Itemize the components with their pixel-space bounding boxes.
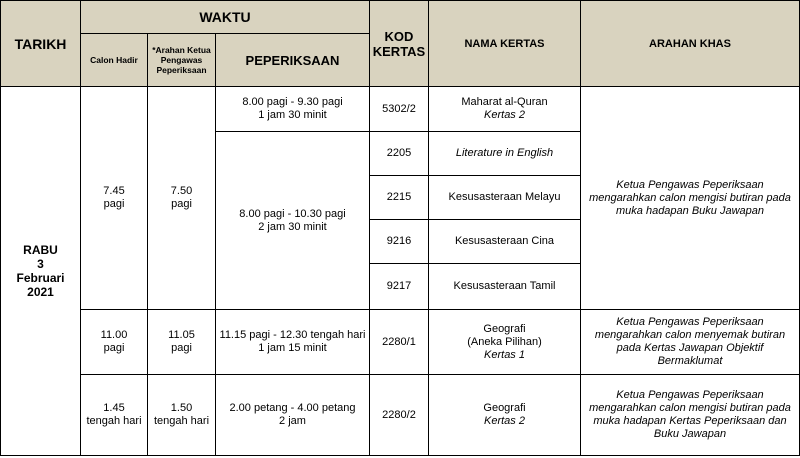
- kod-kertas-cell: [369, 131, 429, 176]
- arahan-ketua-cell: [147, 309, 216, 375]
- nama-kertas-paper: Kertas 1: [484, 348, 525, 361]
- kod-kertas-value: 2215: [386, 191, 412, 203]
- nama-kertas-cell: [428, 175, 581, 220]
- header-kod-kertas-line: KOD: [384, 28, 414, 44]
- kod-kertas-cell: [369, 86, 429, 132]
- calon-hadir-period: tengah hari: [86, 415, 142, 427]
- nama-kertas-value: (Aneka Pilihan): [467, 335, 542, 348]
- nama-kertas-cell: [428, 263, 581, 310]
- arahan-khas-line: Ketua Pengawas Peperiksaan: [616, 316, 764, 328]
- nama-kertas-cell: [428, 374, 581, 456]
- header-arahan-ketua-line: *Arahan Ketua: [152, 45, 211, 55]
- peperiksaan-time: 8.00 pagi - 9.30 pagi: [242, 96, 343, 108]
- calon-hadir-time: 11.00: [100, 329, 128, 341]
- header-arahan-khas-label: ARAHAN KHAS: [649, 37, 731, 50]
- nama-kertas-cell: [428, 309, 581, 375]
- header-calon-hadir: [80, 33, 148, 87]
- header-tarikh: [0, 0, 81, 87]
- calon-hadir-cell: [80, 309, 148, 375]
- header-arahan-ketua-line: Pengawas: [160, 55, 203, 65]
- nama-kertas-value: Kesusasteraan Melayu: [448, 191, 561, 203]
- kod-kertas-cell: [369, 175, 429, 220]
- nama-kertas-cell: [428, 131, 581, 176]
- header-tarikh-label: TARIKH: [14, 35, 67, 52]
- nama-kertas-value: Kesusasteraan Cina: [454, 235, 555, 247]
- header-arahan-khas: [580, 0, 800, 87]
- arahan-khas-cell: [580, 86, 800, 310]
- arahan-khas-line: mengarahkan calon mengisi butiran pada: [589, 402, 791, 414]
- arahan-khas-line: pada Kertas Jawapan Objektif: [616, 342, 764, 354]
- arahan-ketua-period: pagi: [171, 342, 192, 354]
- date-cell: [0, 86, 81, 456]
- header-arahan-ketua-line: Peperiksaan: [156, 65, 207, 75]
- kod-kertas-value: 9216: [386, 235, 412, 247]
- peperiksaan-time: 8.00 pagi - 10.30 pagi: [239, 207, 346, 220]
- kod-kertas-value: 2205: [386, 147, 412, 159]
- date-month: Februari: [16, 271, 65, 285]
- peperiksaan-time: 11.15 pagi - 12.30 tengah hari: [219, 329, 366, 341]
- arahan-ketua-time: 11.05: [168, 329, 195, 341]
- header-calon-hadir-label: Calon Hadir: [90, 55, 138, 65]
- kod-kertas-cell: [369, 219, 429, 264]
- nama-kertas-cell: [428, 219, 581, 264]
- calon-hadir-cell: [80, 374, 148, 456]
- arahan-ketua-period: pagi: [171, 198, 192, 210]
- calon-hadir-cell: [80, 86, 148, 310]
- arahan-khas-line: Buku Jawapan: [653, 428, 727, 440]
- arahan-khas-line: Ketua Pengawas Peperiksaan: [616, 178, 764, 191]
- peperiksaan-time: 2.00 petang - 4.00 petang: [229, 402, 356, 414]
- calon-hadir-period: pagi: [103, 198, 125, 210]
- nama-kertas-value: Maharat al-Quran: [461, 96, 548, 108]
- arahan-ketua-cell: [147, 374, 216, 456]
- peperiksaan-duration: 2 jam 30 minit: [258, 220, 327, 233]
- header-kod-kertas: [369, 0, 429, 87]
- nama-kertas-cell: [428, 86, 581, 132]
- arahan-khas-line: mengarahkan calon menyemak butiran: [594, 329, 786, 341]
- kod-kertas-value: 9217: [386, 280, 412, 292]
- header-peperiksaan: [215, 33, 370, 87]
- nama-kertas-value: Geografi: [483, 402, 526, 414]
- peperiksaan-cell: [215, 131, 370, 310]
- peperiksaan-duration: 1 jam 15 minit: [258, 342, 327, 354]
- date-num: 3: [37, 257, 44, 271]
- peperiksaan-duration: 1 jam 30 minit: [258, 109, 327, 121]
- nama-kertas-value: Geografi: [483, 322, 526, 335]
- date-day: RABU: [23, 243, 58, 257]
- kod-kertas-cell: [369, 374, 429, 456]
- kod-kertas-value: 2280/1: [382, 335, 416, 348]
- kod-kertas-cell: [369, 263, 429, 310]
- arahan-ketua-time: 1.50: [170, 402, 193, 414]
- calon-hadir-time: 1.45: [103, 402, 125, 414]
- nama-kertas-paper: Kertas 2: [484, 109, 525, 121]
- header-waktu: [80, 0, 370, 34]
- arahan-khas-cell: [580, 374, 800, 456]
- kod-kertas-cell: [369, 309, 429, 375]
- arahan-ketua-period: tengah hari: [153, 415, 210, 427]
- arahan-ketua-time: 7.50: [170, 185, 193, 197]
- header-waktu-label: WAKTU: [199, 9, 251, 25]
- arahan-khas-line: muka hadapan Buku Jawapan: [616, 204, 764, 217]
- peperiksaan-cell: [215, 309, 370, 375]
- peperiksaan-cell: [215, 86, 370, 132]
- peperiksaan-cell: [215, 374, 370, 456]
- calon-hadir-time: 7.45: [103, 185, 125, 197]
- arahan-khas-line: mengarahkan calon mengisi butiran pada: [589, 191, 791, 204]
- header-nama-kertas-label: NAMA KERTAS: [464, 37, 545, 50]
- date-year: 2021: [27, 285, 54, 299]
- calon-hadir-period: pagi: [103, 342, 125, 354]
- header-kod-kertas-line: KERTAS: [372, 43, 426, 59]
- header-arahan-ketua: [147, 33, 216, 87]
- arahan-khas-line: muka hadapan Kertas Peperiksaan dan: [593, 415, 787, 427]
- arahan-khas-cell: [580, 309, 800, 375]
- arahan-khas-line: Bermaklumat: [657, 355, 723, 367]
- arahan-ketua-cell: [147, 86, 216, 310]
- nama-kertas-value: Literature in English: [455, 147, 554, 159]
- header-nama-kertas: [428, 0, 581, 87]
- arahan-khas-line: Ketua Pengawas Peperiksaan: [616, 389, 764, 401]
- kod-kertas-value: 5302/2: [382, 102, 416, 115]
- kod-kertas-value: 2280/2: [382, 408, 416, 421]
- peperiksaan-duration: 2 jam: [279, 415, 306, 427]
- header-peperiksaan-label: PEPERIKSAAN: [245, 52, 340, 68]
- nama-kertas-value: Kesusasteraan Tamil: [453, 280, 556, 292]
- nama-kertas-paper: Kertas 2: [484, 415, 525, 427]
